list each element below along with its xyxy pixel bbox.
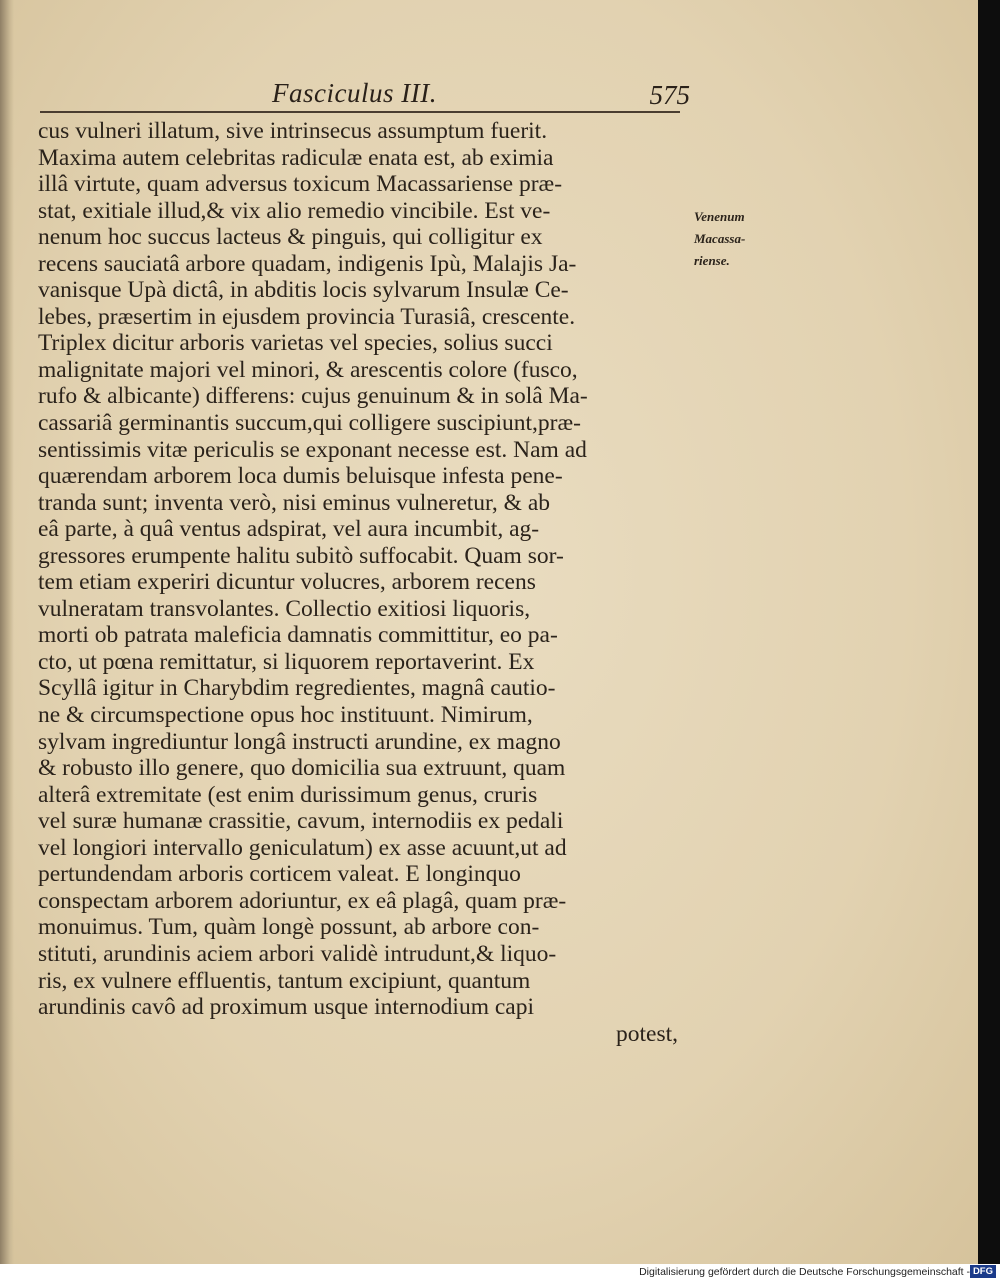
text-line: sylvam ingrediuntur longâ instructi arundine, ex magno: [38, 728, 561, 755]
text-line: Scyllâ igitur in Charybdim regredientes, magnâ cautio-: [38, 675, 556, 702]
text-line: stat, exitiale illud,& vix alio remedio vincibile. Est ve-: [38, 197, 551, 224]
text-line: conspectam arborem adoriuntur, ex eâ plagâ, quam præ-: [38, 887, 567, 914]
final-line: potest,: [615, 1020, 678, 1047]
digitization-credit: Digitalisierung gefördert durch die Deutsche Forschungsgemeinschaft -: [639, 1266, 970, 1278]
text-line: cassariâ germinantis succum,qui colligere suscipiunt,præ-: [38, 410, 581, 437]
page-header: [240, 78, 690, 112]
text-line: vanisque Upà dictâ, in abditis locis sylvarum Insulæ Ce-: [38, 277, 569, 304]
text-line: malignitate majori vel minori, & arescentis colore (fusco,: [38, 356, 578, 383]
text-line: pertundendam arboris corticem valeat. E longinquo: [38, 861, 521, 888]
text-line: gressores erumpente halitu subitò suffocabit. Quam sor-: [38, 542, 564, 569]
text-line: vulneratam transvolantes. Collectio exitiosi liquoris,: [38, 595, 531, 622]
text-line: ne & circumspectione opus hoc instituunt. Nimirum,: [38, 702, 533, 729]
text-line: rufo & albicante) differens: cujus genuinum & in solâ Ma-: [38, 383, 588, 410]
text-line: arundinis cavô ad proximum usque internodium capi: [38, 994, 535, 1021]
text-line: recens sauciatâ arbore quadam, indigenis Ipù, Malajis Ja-: [38, 250, 577, 277]
text-line: Maxima autem celebritas radiculæ enata est, ab eximia: [38, 144, 554, 171]
text-line: eâ parte, à quâ ventus adspirat, vel aura incumbit, ag-: [38, 516, 540, 543]
text-line: alterâ extremitate (est enim durissimum genus, cruris: [38, 781, 538, 808]
scanner-border: [978, 0, 1000, 1264]
margin-note-line: Macassa-: [694, 231, 746, 246]
text-line: vel suræ humanæ crassitie, cavum, internodiis ex pedali: [38, 808, 564, 835]
text-line: morti ob patrata maleficia damnatis committitur, eo pa-: [38, 622, 558, 649]
dfg-logo: DFG: [970, 1265, 996, 1278]
margin-note: [694, 206, 774, 272]
page-edge-shadow: [0, 0, 14, 1264]
text-line: quærendam arborem loca dumis beluisque infesta pene-: [38, 463, 563, 490]
text-line: & robusto illo genere, quo domicilia sua extruunt, quam: [38, 755, 566, 782]
page-number: 575: [649, 80, 690, 110]
text-line: tem etiam experiri dicuntur volucres, arborem recens: [38, 569, 536, 596]
margin-note-line: Venenum: [694, 209, 745, 224]
text-line: stituti, arundinis aciem arbori validè intrudunt,& liquo-: [38, 940, 557, 967]
text-line: lebes, præsertim in ejusdem provincia Turasiâ, crescente.: [38, 303, 576, 330]
text-line: cus vulneri illatum, sive intrinsecus assumptum fuerit.: [38, 118, 548, 144]
text-line: Triplex dicitur arboris varietas vel species, solius succi: [38, 330, 553, 357]
margin-note-line: riense.: [694, 253, 730, 268]
text-line: ris, ex vulnere effluentis, tantum excipiunt, quantum: [38, 967, 531, 994]
text-line: sentissimis vitæ periculis se exponant necesse est. Nam ad: [38, 436, 587, 463]
text-line: nenum hoc succus lacteus & pinguis, qui colligitur ex: [38, 224, 543, 251]
text-line: vel longiori intervallo geniculatum) ex asse acuunt,ut ad: [38, 834, 567, 861]
text-line: cto, ut pœna remittatur, si liquorem reportaverint. Ex: [38, 648, 535, 675]
text-line: illâ virtute, quam adversus toxicum Macassariense præ-: [38, 171, 563, 198]
text-line: monuimus. Tum, quàm longè possunt, ab arbore con-: [38, 914, 540, 941]
header-rule: [40, 111, 680, 113]
text-line: tranda sunt; inventa verò, nisi eminus vulneretur, & ab: [38, 489, 551, 516]
body-text: [38, 118, 678, 1047]
running-head: Fasciculus III.: [272, 78, 437, 108]
